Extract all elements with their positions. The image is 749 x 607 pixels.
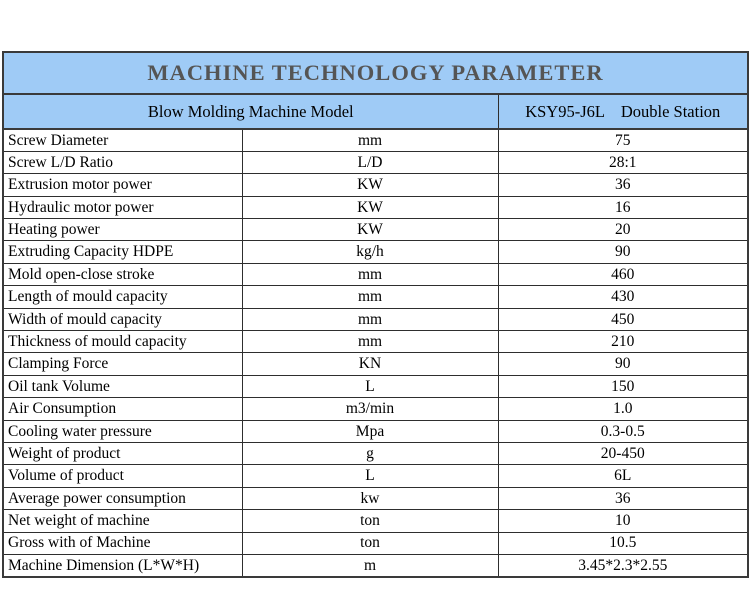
value-cell: 28:1 xyxy=(498,151,748,173)
value-cell: 90 xyxy=(498,353,748,375)
table-row xyxy=(3,174,748,196)
table-row xyxy=(3,308,748,330)
model-label-cell: Blow Molding Machine Model xyxy=(3,94,498,129)
value-cell: 210 xyxy=(498,331,748,353)
parameter-rows xyxy=(3,129,748,577)
parameter-cell: Clamping Force xyxy=(3,353,242,375)
parameter-cell: Machine Dimension (L*W*H) xyxy=(3,554,242,576)
table-row xyxy=(3,241,748,263)
unit-cell: L xyxy=(242,465,498,487)
unit-cell: KW xyxy=(242,196,498,218)
table-row xyxy=(3,219,748,241)
unit-cell: ton xyxy=(242,532,498,554)
parameter-cell: Length of mould capacity xyxy=(3,286,242,308)
parameter-cell: Hydraulic motor power xyxy=(3,196,242,218)
table-row xyxy=(3,510,748,532)
value-cell: 16 xyxy=(498,196,748,218)
parameter-cell: Weight of product xyxy=(3,442,242,464)
table-row xyxy=(3,487,748,509)
value-cell: 36 xyxy=(498,174,748,196)
unit-cell: m xyxy=(242,554,498,576)
table-row xyxy=(3,442,748,464)
value-cell: 450 xyxy=(498,308,748,330)
parameter-cell: Extruding Capacity HDPE xyxy=(3,241,242,263)
parameter-cell: Net weight of machine xyxy=(3,510,242,532)
unit-cell: mm xyxy=(242,129,498,151)
parameter-cell: Width of mould capacity xyxy=(3,308,242,330)
unit-cell: Mpa xyxy=(242,420,498,442)
unit-cell: g xyxy=(242,442,498,464)
unit-cell: mm xyxy=(242,286,498,308)
unit-cell: KN xyxy=(242,353,498,375)
parameter-cell: Screw Diameter xyxy=(3,129,242,151)
model-value-cell: KSY95-J6L Double Station xyxy=(498,94,748,129)
unit-cell: L xyxy=(242,375,498,397)
table-row xyxy=(3,196,748,218)
table-row xyxy=(3,554,748,576)
parameter-cell: Gross with of Machine xyxy=(3,532,242,554)
table-row xyxy=(3,286,748,308)
parameter-cell: Extrusion motor power xyxy=(3,174,242,196)
title-row xyxy=(3,52,748,94)
value-cell: 90 xyxy=(498,241,748,263)
value-cell: 20 xyxy=(498,219,748,241)
table-row xyxy=(3,353,748,375)
parameter-cell: Mold open-close stroke xyxy=(3,263,242,285)
table-row xyxy=(3,398,748,420)
machine-parameter-table xyxy=(2,51,749,578)
unit-cell: KW xyxy=(242,219,498,241)
value-cell: 36 xyxy=(498,487,748,509)
unit-cell: m3/min xyxy=(242,398,498,420)
unit-cell: KW xyxy=(242,174,498,196)
value-cell: 150 xyxy=(498,375,748,397)
unit-cell: kw xyxy=(242,487,498,509)
table-row xyxy=(3,532,748,554)
table-row xyxy=(3,375,748,397)
parameter-cell: Cooling water pressure xyxy=(3,420,242,442)
parameter-cell: Air Consumption xyxy=(3,398,242,420)
unit-cell: mm xyxy=(242,308,498,330)
unit-cell: L/D xyxy=(242,151,498,173)
value-cell: 0.3-0.5 xyxy=(498,420,748,442)
table-row xyxy=(3,420,748,442)
unit-cell: ton xyxy=(242,510,498,532)
parameter-cell: Oil tank Volume xyxy=(3,375,242,397)
table-row xyxy=(3,129,748,151)
value-cell: 1.0 xyxy=(498,398,748,420)
table-header xyxy=(3,52,748,129)
parameter-cell: Volume of product xyxy=(3,465,242,487)
value-cell: 460 xyxy=(498,263,748,285)
unit-cell: kg/h xyxy=(242,241,498,263)
table-row xyxy=(3,263,748,285)
value-cell: 10.5 xyxy=(498,532,748,554)
model-row xyxy=(3,94,748,129)
unit-cell: mm xyxy=(242,331,498,353)
value-cell: 3.45*2.3*2.55 xyxy=(498,554,748,576)
parameter-cell: Heating power xyxy=(3,219,242,241)
table-row xyxy=(3,331,748,353)
value-cell: 6L xyxy=(498,465,748,487)
machine-parameter-table-wrap xyxy=(2,51,747,578)
parameter-cell: Screw L/D Ratio xyxy=(3,151,242,173)
parameter-cell: Average power consumption xyxy=(3,487,242,509)
table-row xyxy=(3,465,748,487)
table-row xyxy=(3,151,748,173)
value-cell: 430 xyxy=(498,286,748,308)
unit-cell: mm xyxy=(242,263,498,285)
table-title: MACHINE TECHNOLOGY PARAMETER xyxy=(3,52,748,94)
value-cell: 10 xyxy=(498,510,748,532)
parameter-cell: Thickness of mould capacity xyxy=(3,331,242,353)
value-cell: 75 xyxy=(498,129,748,151)
value-cell: 20-450 xyxy=(498,442,748,464)
